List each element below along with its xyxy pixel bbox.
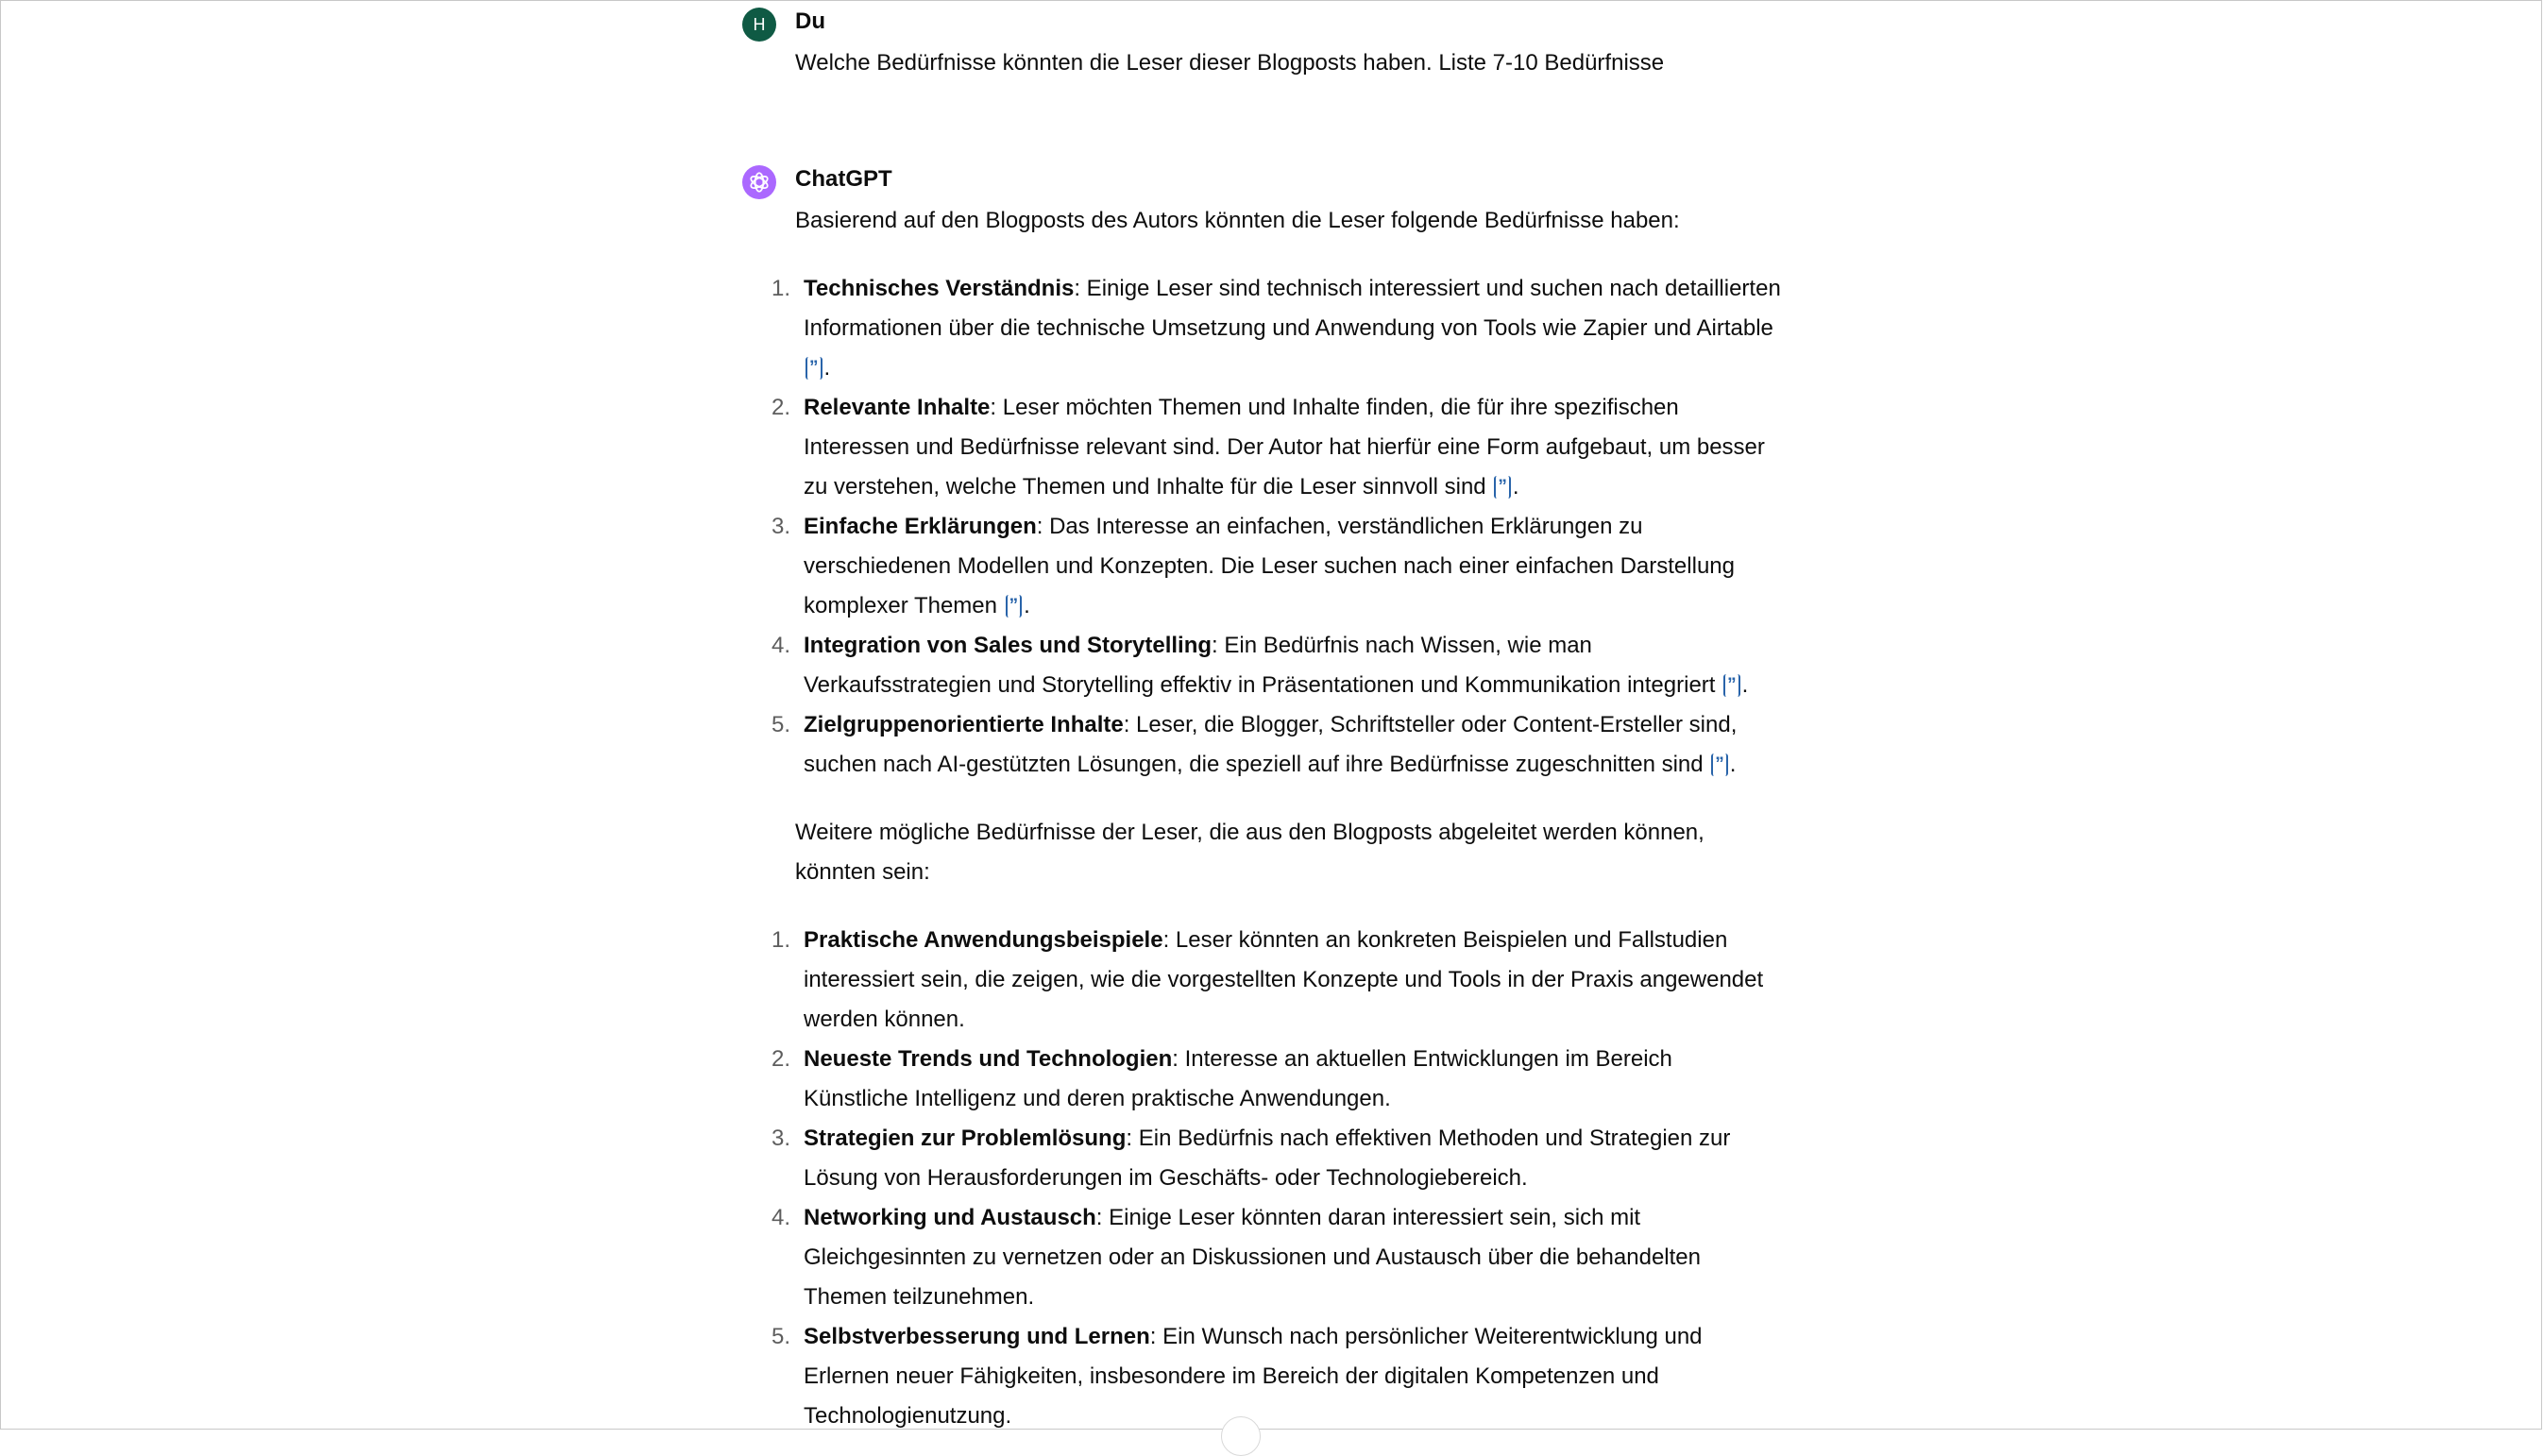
- user-author-name: Du: [795, 8, 825, 34]
- assistant-author-name: ChatGPT: [795, 166, 892, 192]
- openai-logo-icon: [742, 165, 776, 199]
- quote-citation-icon[interactable]: ”: [806, 357, 823, 380]
- list-item-title: Selbstverbesserung und Lernen: [804, 1324, 1150, 1349]
- user-message: [742, 0, 1781, 83]
- list-item-number: 1.: [772, 276, 791, 301]
- list-item-text: : Ein Wunsch nach persönlicher Weiterentwicklung und Erlernen neuer Fähigkeiten, insbesondere im Bereich der digitalen Kompetenzen und Technologienutzung.: [804, 1324, 1703, 1429]
- list-item-number: 3.: [772, 514, 791, 539]
- list-item-end: .: [1024, 593, 1030, 618]
- list-item-title: Einfache Erklärungen: [804, 514, 1037, 539]
- needs-list-secondary: [772, 921, 1781, 1436]
- list-item-text: : Interesse an aktuellen Entwicklungen im Bereich Künstliche Intelligenz und deren praktische Anwendungen.: [804, 1046, 1672, 1111]
- list-item-end: .: [1729, 752, 1737, 777]
- list-item: [772, 705, 1781, 785]
- user-avatar-initial: H: [753, 14, 766, 34]
- list-item-number: 1.: [772, 927, 791, 953]
- list-item-text: : Einige Leser könnten daran interessiert sein, sich mit Gleichgesinnten zu vernetzen oder an Diskussionen und Austausch über die behandelten Themen teilzunehmen.: [804, 1205, 1701, 1310]
- list-item-text: : Das Interesse an einfachen, verständlichen Erklärungen zu verschiedenen Modellen und Konzepten. Die Leser suchen nach einer einfachen Darstellung komplexer Themen: [804, 514, 1735, 618]
- list-item-end: .: [823, 355, 831, 381]
- chat-thread: [742, 0, 1781, 1436]
- list-item-title: Technisches Verständnis: [804, 276, 1075, 301]
- user-avatar: [742, 8, 776, 42]
- quote-citation-icon[interactable]: ”: [1723, 674, 1740, 697]
- list-item-text: : Leser möchten Themen und Inhalte finden, die für ihre spezifischen Interessen und Bedürfnisse relevant sind. Der Autor hat hierfür eine Form aufgebaut, um besser zu verstehen, welche Themen und Inhalte für die Leser sinnvoll sind: [804, 395, 1765, 499]
- list-item: [772, 626, 1781, 705]
- list-item: [772, 921, 1781, 1040]
- assistant-message: [742, 158, 1781, 1436]
- list-item: [772, 1119, 1781, 1198]
- list-item-title: Zielgruppenorientierte Inhalte: [804, 712, 1124, 737]
- quote-citation-icon[interactable]: ”: [1006, 595, 1023, 618]
- list-item-number: 4.: [772, 1205, 791, 1230]
- list-item: [772, 507, 1781, 626]
- list-item: [772, 1317, 1781, 1436]
- list-item-number: 4.: [772, 633, 791, 658]
- list-item: [772, 269, 1781, 388]
- list-item-number: 5.: [772, 712, 791, 737]
- list-item-end: .: [1512, 474, 1519, 499]
- list-item-text: : Ein Bedürfnis nach Wissen, wie man Verkaufsstrategien und Storytelling effektiv in Präsentationen und Kommunikation integriert: [804, 633, 1716, 698]
- quote-citation-icon[interactable]: ”: [1494, 476, 1511, 499]
- list-item-title: Networking und Austausch: [804, 1205, 1096, 1230]
- list-item: [772, 1198, 1781, 1317]
- list-item-title: Neueste Trends und Technologien: [804, 1046, 1173, 1072]
- list-item: [772, 388, 1781, 507]
- list-item-text: : Ein Bedürfnis nach effektiven Methoden und Strategien zur Lösung von Herausforderungen im Geschäfts- oder Technologiebereich.: [804, 1126, 1731, 1191]
- quote-citation-icon[interactable]: ”: [1711, 753, 1728, 776]
- list-item-number: 5.: [772, 1324, 791, 1349]
- needs-list-primary: [772, 269, 1781, 785]
- list-item-text: : Leser könnten an konkreten Beispielen und Fallstudien interessiert sein, die zeigen, wie die vorgestellten Konzepte und Tools in der Praxis angewendet werden können.: [804, 927, 1764, 1032]
- list-item-title: Strategien zur Problemlösung: [804, 1126, 1127, 1151]
- list-item-text: : Einige Leser sind technisch interessiert und suchen nach detaillierten Informationen über die technische Umsetzung und Anwendung von Tools wie Zapier und Airtable: [804, 276, 1781, 341]
- list-item-end: .: [1741, 672, 1749, 698]
- list-item-number: 2.: [772, 395, 791, 420]
- list-item: [772, 1040, 1781, 1119]
- list-item-number: 3.: [772, 1126, 791, 1151]
- user-message-text: Welche Bedürfnisse könnten die Leser dieser Blogposts haben. Liste 7-10 Bedürfnisse: [795, 50, 1665, 76]
- assistant-middle-text: Weitere mögliche Bedürfnisse der Leser, die aus den Blogposts abgeleitet werden können, könnten sein:: [795, 820, 1704, 885]
- scroll-down-button[interactable]: [1221, 1416, 1261, 1456]
- assistant-intro-text: Basierend auf den Blogposts des Autors könnten die Leser folgende Bedürfnisse haben:: [795, 208, 1680, 233]
- list-item-number: 2.: [772, 1046, 791, 1072]
- list-item-title: Relevante Inhalte: [804, 395, 991, 420]
- list-item-title: Integration von Sales und Storytelling: [804, 633, 1213, 658]
- list-item-text: : Leser, die Blogger, Schriftsteller oder Content-Ersteller sind, suchen nach AI-gestützten Lösungen, die speziell auf ihre Bedürfnisse zugeschnitten sind: [804, 712, 1738, 777]
- list-item-title: Praktische Anwendungsbeispiele: [804, 927, 1163, 953]
